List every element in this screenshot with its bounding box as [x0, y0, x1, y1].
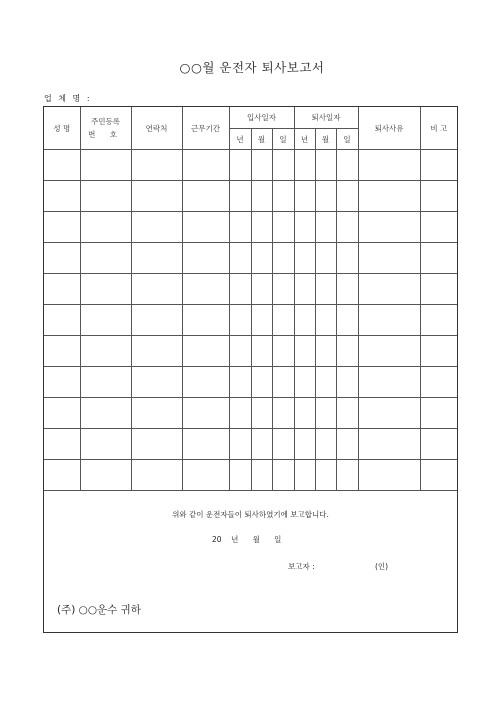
table-row — [44, 460, 457, 491]
cell-join-day[interactable] — [272, 274, 294, 305]
cell-leave-day[interactable] — [336, 398, 358, 429]
cell-contact[interactable] — [131, 243, 182, 274]
cell-join-day[interactable] — [272, 460, 294, 491]
cell-join-year[interactable] — [229, 150, 251, 181]
cell-name[interactable] — [44, 212, 80, 243]
cell-reason[interactable] — [358, 398, 420, 429]
cell-reason[interactable] — [358, 243, 420, 274]
cell-contact[interactable] — [131, 305, 182, 336]
cell-contact[interactable] — [131, 398, 182, 429]
header-reason: 퇴사사유 — [358, 107, 420, 150]
cell-id-number[interactable] — [80, 367, 131, 398]
cell-join-year[interactable] — [229, 398, 251, 429]
cell-join-month[interactable] — [251, 398, 272, 429]
cell-leave-day[interactable] — [336, 212, 358, 243]
cell-join-month[interactable] — [251, 243, 272, 274]
cell-remarks[interactable] — [420, 305, 457, 336]
cell-join-year[interactable] — [229, 243, 251, 274]
cell-id-number[interactable] — [80, 460, 131, 491]
cell-join-month[interactable] — [251, 460, 272, 491]
cell-leave-year[interactable] — [294, 150, 315, 181]
cell-name[interactable] — [44, 305, 80, 336]
cell-leave-year[interactable] — [294, 305, 315, 336]
company-name-label: 업 체 명 : — [44, 94, 92, 103]
cell-contact[interactable] — [131, 150, 182, 181]
cell-leave-year[interactable] — [294, 212, 315, 243]
cell-reason[interactable] — [358, 212, 420, 243]
cell-remarks[interactable] — [420, 274, 457, 305]
cell-leave-day[interactable] — [336, 243, 358, 274]
cell-join-month[interactable] — [251, 367, 272, 398]
cell-leave-day[interactable] — [336, 181, 358, 212]
table-row — [44, 398, 457, 429]
cell-name[interactable] — [44, 367, 80, 398]
cell-reason[interactable] — [358, 181, 420, 212]
header-remarks: 비 고 — [420, 107, 457, 150]
cell-join-month[interactable] — [251, 429, 272, 460]
cell-reason[interactable] — [358, 305, 420, 336]
cell-reason[interactable] — [358, 336, 420, 367]
cell-leave-day[interactable] — [336, 367, 358, 398]
cell-leave-year[interactable] — [294, 274, 315, 305]
cell-leave-month[interactable] — [315, 398, 336, 429]
cell-work-period[interactable] — [182, 212, 229, 243]
table-row — [44, 181, 457, 212]
table-row — [44, 336, 457, 367]
cell-work-period[interactable] — [182, 429, 229, 460]
cell-leave-month[interactable] — [315, 336, 336, 367]
table-row — [44, 429, 457, 460]
table-row — [44, 274, 457, 305]
cell-id-number[interactable] — [80, 181, 131, 212]
cell-remarks[interactable] — [420, 336, 457, 367]
cell-contact[interactable] — [131, 274, 182, 305]
cell-reason[interactable] — [358, 274, 420, 305]
header-leave-date: 퇴사일자 — [294, 107, 358, 129]
cell-remarks[interactable] — [420, 398, 457, 429]
cell-contact[interactable] — [131, 212, 182, 243]
reporter-label: 보고자 : — [288, 562, 315, 571]
cell-join-day[interactable] — [272, 150, 294, 181]
header-id-number: 주민등록 번 호 — [80, 107, 131, 150]
header-leave-year: 년 — [294, 129, 315, 150]
table-row — [44, 243, 457, 274]
report-date: 20 년 월 일 — [212, 535, 282, 544]
cell-leave-month[interactable] — [315, 274, 336, 305]
cell-work-period[interactable] — [182, 274, 229, 305]
cell-join-day[interactable] — [272, 398, 294, 429]
header-contact: 연락처 — [131, 107, 182, 150]
cell-work-period[interactable] — [182, 243, 229, 274]
cell-contact[interactable] — [131, 367, 182, 398]
cell-join-month[interactable] — [251, 212, 272, 243]
cell-leave-year[interactable] — [294, 460, 315, 491]
header-join-day: 일 — [272, 129, 294, 150]
report-footer — [44, 489, 457, 632]
cell-join-month[interactable] — [251, 305, 272, 336]
cell-remarks[interactable] — [420, 212, 457, 243]
cell-remarks[interactable] — [420, 243, 457, 274]
cell-leave-month[interactable] — [315, 212, 336, 243]
cell-work-period[interactable] — [182, 305, 229, 336]
cell-leave-year[interactable] — [294, 429, 315, 460]
report-statement: 위와 같이 운전자들이 퇴사하였기에 보고합니다. — [172, 510, 329, 519]
cell-remarks[interactable] — [420, 429, 457, 460]
cell-work-period[interactable] — [182, 367, 229, 398]
cell-join-year[interactable] — [229, 274, 251, 305]
cell-remarks[interactable] — [420, 150, 457, 181]
cell-join-year[interactable] — [229, 212, 251, 243]
cell-join-day[interactable] — [272, 336, 294, 367]
cell-contact[interactable] — [131, 181, 182, 212]
header-join-month: 월 — [251, 129, 272, 150]
cell-leave-month[interactable] — [315, 181, 336, 212]
table-row — [44, 367, 457, 398]
document-title: ○○월 운전자 퇴사보고서 — [179, 60, 325, 75]
cell-leave-month[interactable] — [315, 150, 336, 181]
report-form — [43, 106, 458, 633]
cell-join-year[interactable] — [229, 460, 251, 491]
cell-join-day[interactable] — [272, 212, 294, 243]
cell-name[interactable] — [44, 398, 80, 429]
cell-leave-day[interactable] — [336, 274, 358, 305]
table-row — [44, 212, 457, 243]
cell-work-period[interactable] — [182, 398, 229, 429]
cell-join-day[interactable] — [272, 305, 294, 336]
cell-name[interactable] — [44, 150, 80, 181]
cell-id-number[interactable] — [80, 429, 131, 460]
cell-join-month[interactable] — [251, 274, 272, 305]
cell-join-month[interactable] — [251, 181, 272, 212]
seal-mark: (인) — [375, 562, 389, 571]
header-leave-month: 월 — [315, 129, 336, 150]
cell-leave-month[interactable] — [315, 429, 336, 460]
cell-join-month[interactable] — [251, 336, 272, 367]
cell-work-period[interactable] — [182, 150, 229, 181]
cell-id-number[interactable] — [80, 398, 131, 429]
cell-leave-day[interactable] — [336, 429, 358, 460]
cell-leave-month[interactable] — [315, 305, 336, 336]
cell-id-number[interactable] — [80, 212, 131, 243]
cell-name[interactable] — [44, 336, 80, 367]
cell-join-year[interactable] — [229, 336, 251, 367]
cell-contact[interactable] — [131, 429, 182, 460]
cell-leave-day[interactable] — [336, 460, 358, 491]
cell-leave-year[interactable] — [294, 181, 315, 212]
cell-join-year[interactable] — [229, 181, 251, 212]
cell-leave-month[interactable] — [315, 367, 336, 398]
cell-work-period[interactable] — [182, 460, 229, 491]
cell-remarks[interactable] — [420, 367, 457, 398]
cell-leave-month[interactable] — [315, 243, 336, 274]
cell-join-year[interactable] — [229, 367, 251, 398]
cell-reason[interactable] — [358, 460, 420, 491]
cell-id-number[interactable] — [80, 305, 131, 336]
cell-leave-year[interactable] — [294, 243, 315, 274]
cell-name[interactable] — [44, 274, 80, 305]
driver-table — [44, 107, 457, 491]
cell-leave-month[interactable] — [315, 460, 336, 491]
recipient: (주) ○○운수 귀하 — [57, 604, 141, 616]
header-work-period: 근무기간 — [182, 107, 229, 150]
header-join-date: 입사일자 — [229, 107, 294, 129]
cell-name[interactable] — [44, 181, 80, 212]
cell-join-day[interactable] — [272, 243, 294, 274]
cell-name[interactable] — [44, 243, 80, 274]
table-row — [44, 150, 457, 181]
cell-join-year[interactable] — [229, 305, 251, 336]
cell-leave-day[interactable] — [336, 336, 358, 367]
cell-id-number[interactable] — [80, 150, 131, 181]
cell-join-day[interactable] — [272, 181, 294, 212]
cell-leave-year[interactable] — [294, 336, 315, 367]
cell-join-month[interactable] — [251, 150, 272, 181]
cell-id-number[interactable] — [80, 336, 131, 367]
cell-remarks[interactable] — [420, 181, 457, 212]
header-name: 성 명 — [44, 107, 80, 150]
cell-leave-day[interactable] — [336, 305, 358, 336]
cell-contact[interactable] — [131, 336, 182, 367]
cell-join-day[interactable] — [272, 429, 294, 460]
cell-leave-year[interactable] — [294, 398, 315, 429]
cell-reason[interactable] — [358, 367, 420, 398]
cell-reason[interactable] — [358, 150, 420, 181]
cell-join-day[interactable] — [272, 367, 294, 398]
cell-id-number[interactable] — [80, 243, 131, 274]
table-row — [44, 305, 457, 336]
cell-name[interactable] — [44, 460, 80, 491]
cell-join-year[interactable] — [229, 429, 251, 460]
cell-leave-year[interactable] — [294, 367, 315, 398]
cell-leave-day[interactable] — [336, 150, 358, 181]
cell-reason[interactable] — [358, 429, 420, 460]
cell-name[interactable] — [44, 429, 80, 460]
cell-id-number[interactable] — [80, 274, 131, 305]
cell-remarks[interactable] — [420, 460, 457, 491]
header-join-year: 년 — [229, 129, 251, 150]
cell-contact[interactable] — [131, 460, 182, 491]
cell-work-period[interactable] — [182, 181, 229, 212]
header-leave-day: 일 — [336, 129, 358, 150]
cell-work-period[interactable] — [182, 336, 229, 367]
